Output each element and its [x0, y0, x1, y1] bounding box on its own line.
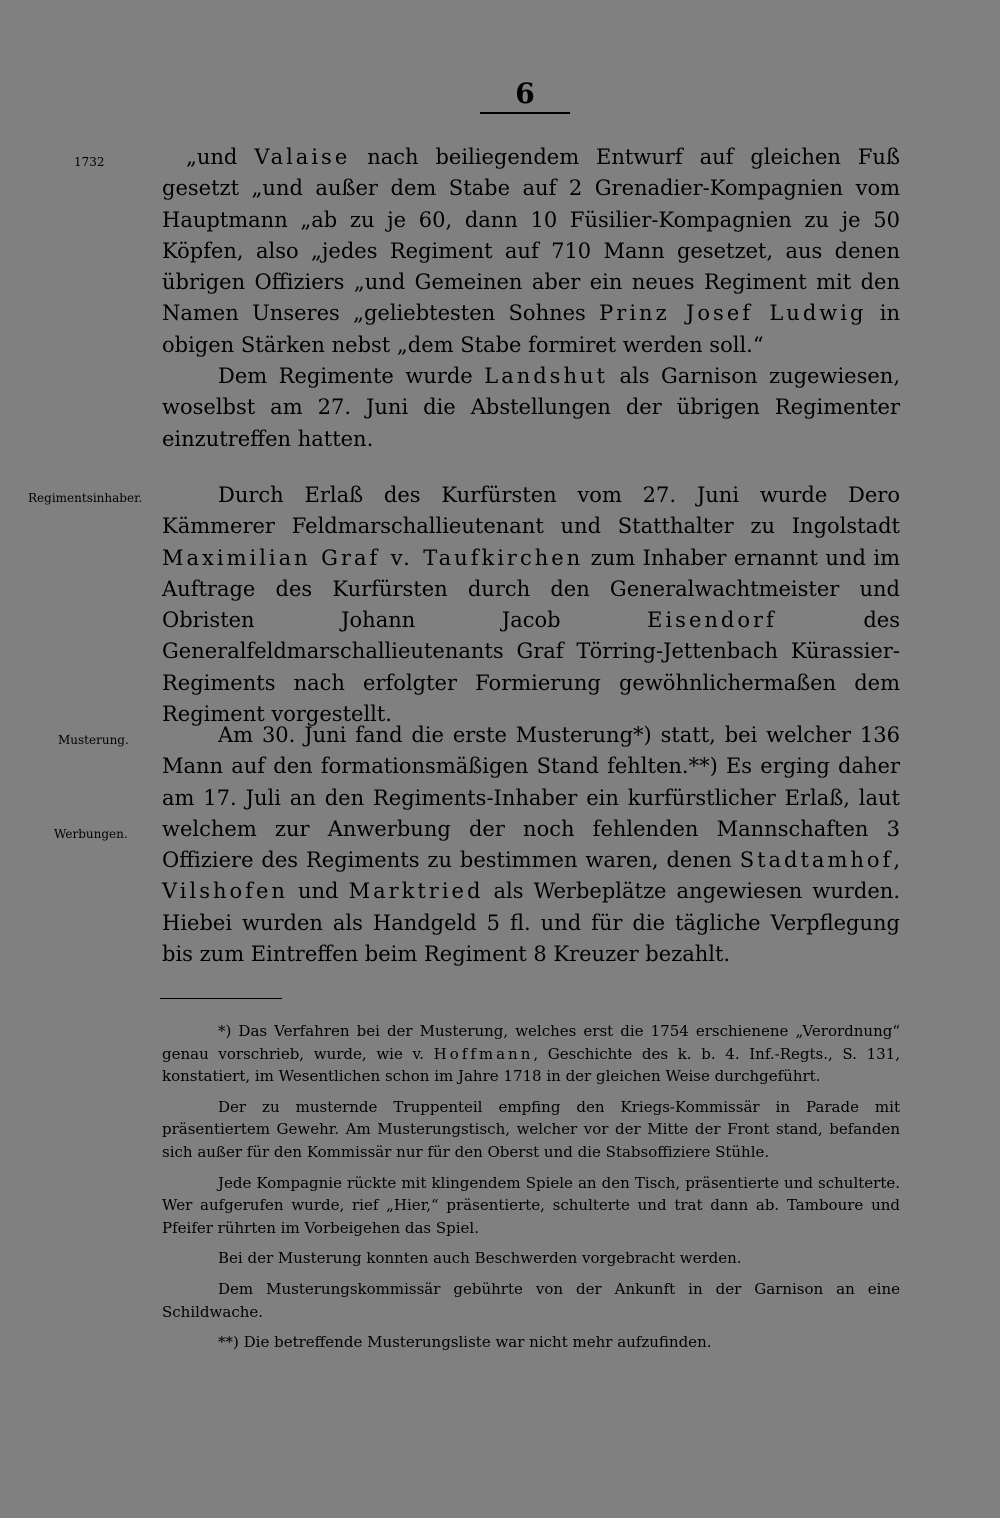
paragraph-musterung: Am 30. Juni fand die erste Musterung*) statt, bei welcher 136 Mann auf den formationsmäßigen Stand fehlten.**) Es erging daher am 17. Juli an den Regiments-Inhaber ein kurfürstlicher Erlaß, laut welchem zur Anwerbung der noch fehlenden Mannschaften 3 Offiziere des Regiments zu bestimmen waren, denen Stadtamhof, Vilshofen und Marktried als Werbeplätze angewiesen wurden. Hiebei wurden als Handgeld 5 fl. und für die tägliche Verpflegung bis zum Eintreffen beim Regiment 8 Kreuzer bezahlt.	[162, 723, 900, 967]
body-text-regimentsinhaber	[162, 480, 900, 730]
spaced-text: Eisendorf	[647, 608, 777, 633]
spaced-text: Landshut	[484, 364, 608, 389]
spaced-text: Hoffmann	[433, 1044, 534, 1063]
footnote-1-cont-4: Dem Musterungskommissär gebührte von der Ankunft in der Garnison an eine Schildwache.	[162, 1279, 900, 1321]
paragraph-garrison: Dem Regimente wurde Landshut als Garnison zugewiesen, woselbst am 27. Juni die Abstellungen der übrigen Regimenter einzutreffen hatten.	[162, 364, 900, 451]
margin-note-musterung: Musterung.	[58, 733, 129, 747]
footnote-1-cont-2: Jede Kompagnie rückte mit klingendem Spiele an den Tisch, präsentierte und schulterte. Wer aufgerufen wurde, rief „Hier,“ präsentierte, schulterte und trat dann ab. Tamboure und Pfeifer rührten im Vorbeigehen das Spiel.	[162, 1173, 900, 1237]
footnote-1-cont-1: Der zu musternde Truppenteil empfing den Kriegs-Kommissär in Parade mit präsentiertem Gewehr. Am Musterungstisch, welcher vor der Mitte der Front stand, befanden sich außer für den Kommissär nur für den Oberst und die Stabsoffiziere Stühle.	[162, 1097, 900, 1161]
paragraph-quote: „und Valaise nach beiliegendem Entwurf auf gleichen Fuß gesetzt „und außer dem Stabe auf 2 Grenadier-Kompagnien vom Hauptmann „ab zu je 60, dann 10 Füsilier-Kompagnien zu je 50 Köpfen, also „jedes Regiment auf 710 Mann gesetzet, aus denen übrigen Offiziers „und Gemeinen aber ein neues Regiment mit den Namen Unseres „geliebtesten Sohnes Prinz Josef Ludwig in obigen Stärken nebst „dem Stabe formiret werden soll.“	[162, 145, 901, 357]
margin-note-year: 1732	[74, 155, 105, 169]
margin-note-werbungen: Werbungen.	[54, 827, 128, 841]
page-number: 6	[480, 78, 570, 114]
spaced-text: Marktried	[348, 879, 484, 904]
footnote-1-cont-3: Bei der Musterung konnten auch Beschwerden vorgebracht werden.	[218, 1249, 742, 1268]
spaced-text: Valaise	[254, 145, 351, 169]
spaced-text: Vilshofen	[162, 879, 288, 904]
footnotes	[162, 1020, 900, 1362]
footnote-1: *) Das Verfahren bei der Musterung, welches erst die 1754 erschienene „Verordnung“ genau vorschrieb, wurde, wie v. Hoffmann, Geschichte des k. b. 4. Inf.-Regts., S. 131, konstatiert, im Wesentlichen schon im Jahre 1718 in der gleichen Weise durchgeführt.	[162, 1022, 900, 1086]
margin-note-regimentsinhaber: Regimentsinhaber.	[28, 491, 143, 505]
body-text-musterung	[162, 720, 900, 970]
footnote-2: **) Die betreffende Musterungsliste war nicht mehr aufzufinden.	[218, 1333, 712, 1352]
spaced-text: Stadtamhof	[739, 848, 894, 873]
spaced-text: Prinz Josef Ludwig	[599, 301, 867, 326]
footnote-divider	[160, 998, 282, 999]
spaced-text: Maximilian Graf v. Taufkirchen	[162, 545, 584, 570]
paragraph-inhaber: Durch Erlaß des Kurfürsten vom 27. Juni wurde Dero Kämmerer Feldmarschallieutenant und Statthalter zu Ingolstadt Maximilian Graf v. Taufkirchen zum Inhaber ernannt und im Auftrage des Kurfürsten durch den Generalwachtmeister und Obristen Johann Jacob Eisendorf des Generalfeldmarschallieutenants Graf Törring-Jettenbach Kürassier-Regiments nach erfolgter Formierung gewöhnlichermaßen dem Regiment vorgestellt.	[162, 483, 901, 727]
body-text	[162, 142, 900, 455]
